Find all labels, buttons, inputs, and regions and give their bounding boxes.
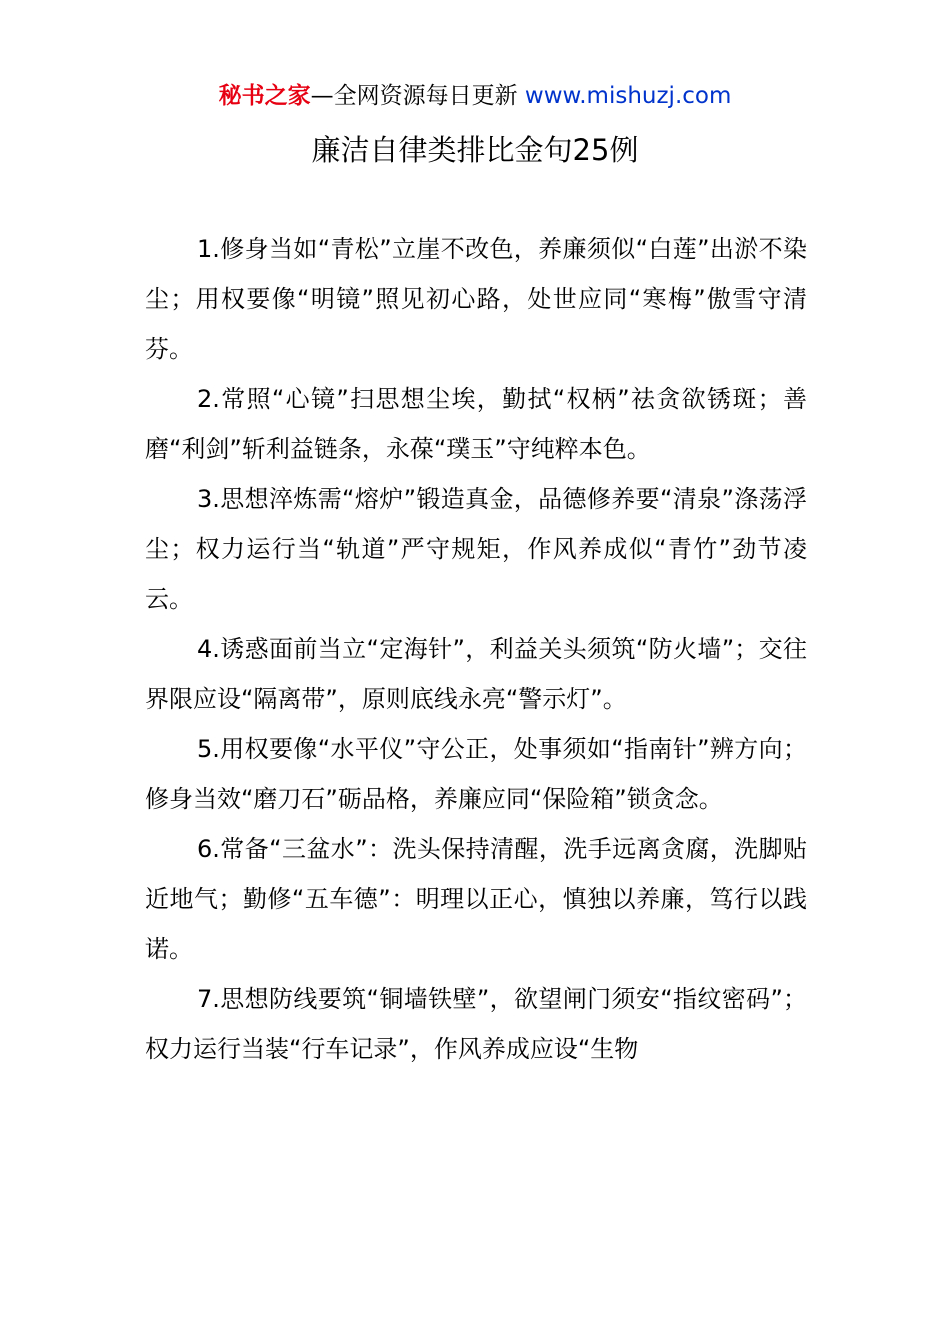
site-header xyxy=(0,80,950,112)
paragraph-3: 3.思想淬炼需“熔炉”锻造真金，品德修养要“清泉”涤荡浮尘；权力运行当“轨道”严守规矩，作风养成似“青竹”劲节凌云。 xyxy=(145,485,807,613)
paragraph-1: 1.修身当如“青松”立崖不改色，养廉须似“白莲”出淤不染尘；用权要像“明镜”照见初心路，处世应同“寒梅”傲雪守清芬。 xyxy=(145,235,807,363)
paragraph-6: 6.常备“三盆水”：洗头保持清醒，洗手远离贪腐，洗脚贴近地气；勤修“五车德”：明理以正心，慎独以养廉，笃行以践诺。 xyxy=(145,835,807,963)
site-url-link[interactable]: www.mishuzj.com xyxy=(524,83,732,109)
paragraph-4: 4.诱惑面前当立“定海针”，利益关头须筑“防火墙”；交往界限应设“隔离带”，原则底线永亮“警示灯”。 xyxy=(145,635,807,713)
paragraph-2: 2.常照“心镜”扫思想尘埃，勤拭“权柄”祛贪欲锈斑；善磨“利剑”斩利益链条，永葆“璞玉”守纯粹本色。 xyxy=(145,385,807,463)
site-name: 秘书之家 xyxy=(218,83,311,109)
document-title: 廉洁自律类排比金句25例 xyxy=(311,133,639,167)
paragraph-5: 5.用权要像“水平仪”守公正，处事须如“指南针”辨方向；修身当效“磨刀石”砺品格，养廉应同“保险箱”锁贪念。 xyxy=(145,735,807,813)
site-tagline: —全网资源每日更新 xyxy=(310,83,525,109)
paragraph-7: 7.思想防线要筑“铜墙铁壁”，欲望闸门须安“指纹密码”；权力运行当装“行车记录”，作风养成应设“生物 xyxy=(145,985,807,1063)
document-body xyxy=(145,224,807,1074)
